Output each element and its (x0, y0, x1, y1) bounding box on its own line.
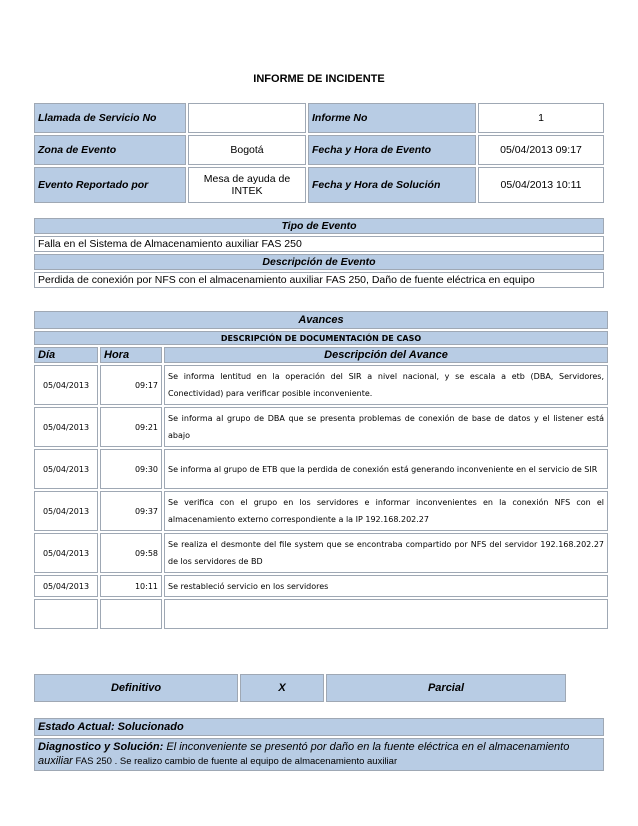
avances-title: Avances (34, 311, 608, 329)
fecha-solucion-value: 05/04/2013 10:11 (478, 167, 604, 203)
diagnostico-italic: El inconveniente se presentó por daño en la fuente eléctrica en el almacenamiento auxiliar (38, 741, 570, 767)
parcial-label: Parcial (326, 674, 566, 702)
page-title: INFORME DE INCIDENTE (253, 73, 385, 85)
avance-descripcion: Se informa lentitud en la operación del SIR a nivel nacional, y se escala a etb (DBA, Servidores, Conectividad) para verificar posible inconveniente. (164, 365, 608, 405)
fecha-evento-label: Fecha y Hora de Evento (308, 135, 476, 165)
avance-dia: 05/04/2013 (34, 491, 98, 531)
avance-row (34, 599, 608, 629)
informe-label: Informe No (308, 103, 476, 133)
llamada-label: Llamada de Servicio No (34, 103, 186, 133)
avance-row (34, 365, 608, 405)
avance-row (34, 491, 608, 531)
descripcion-evento-label: Descripción de Evento (34, 254, 604, 270)
avance-hora: 09:30 (100, 449, 162, 489)
avance-descripcion: Se informa al grupo de ETB que la perdida de conexión está generando inconveniente en el servicio de SIR (164, 449, 608, 489)
estado-table (32, 716, 606, 773)
zona-label: Zona de Evento (34, 135, 186, 165)
avance-dia: 05/04/2013 (34, 407, 98, 447)
avance-descripcion: Se informa al grupo de DBA que se presenta problemas de conexión de base de datos y el listener está abajo (164, 407, 608, 447)
avance-row (34, 407, 608, 447)
fecha-evento-value: 05/04/2013 09:17 (478, 135, 604, 165)
avances-table (32, 309, 610, 631)
header-table (32, 101, 606, 205)
avance-descripcion (164, 599, 608, 629)
avance-dia (34, 599, 98, 629)
avance-hora: 09:17 (100, 365, 162, 405)
avance-hora (100, 599, 162, 629)
reportado-label: Evento Reportado por (34, 167, 186, 203)
col-dia: Día (34, 347, 98, 363)
descripcion-evento-value: Perdida de conexión por NFS con el almacenamiento auxiliar FAS 250, Daño de fuente eléctrica en equipo (34, 272, 604, 288)
avance-hora: 10:11 (100, 575, 162, 597)
fecha-solucion-label: Fecha y Hora de Solución (308, 167, 476, 203)
avance-hora: 09:37 (100, 491, 162, 531)
avance-hora: 09:58 (100, 533, 162, 573)
avance-descripcion: Se verifica con el grupo en los servidores e informar inconvenientes en la conexión NFS con el almacenamiento externo correspondiente a la IP 192.168.202.27 (164, 491, 608, 531)
diagnostico-plain: FAS 250 . Se realizo cambio de fuente al equipo de almacenamiento auxiliar (72, 756, 398, 767)
llamada-value (188, 103, 306, 133)
diagnostico-label: Diagnostico y Solución: (38, 741, 164, 753)
col-hora: Hora (100, 347, 162, 363)
reportado-value: Mesa de ayuda de INTEK (188, 167, 306, 203)
avance-descripcion: Se realiza el desmonte del file system que se encontraba compartido por NFS del servidor 192.168.202.27 de los servidores de BD (164, 533, 608, 573)
tipo-evento-value: Falla en el Sistema de Almacenamiento auxiliar FAS 250 (34, 236, 604, 252)
avance-descripcion: Se restableció servicio en los servidores (164, 575, 608, 597)
diagnostico-solucion (34, 738, 604, 771)
zona-value: Bogotá (188, 135, 306, 165)
avance-dia: 05/04/2013 (34, 575, 98, 597)
avance-row (34, 449, 608, 489)
avance-row (34, 533, 608, 573)
col-descripcion: Descripción del Avance (164, 347, 608, 363)
avances-subtitle: DESCRIPCIÓN DE DOCUMENTACIÓN DE CASO (34, 331, 608, 345)
avance-dia: 05/04/2013 (34, 449, 98, 489)
tipo-evento-label: Tipo de Evento (34, 218, 604, 234)
estado-actual: Estado Actual: Solucionado (34, 718, 604, 736)
cierre-table (32, 672, 568, 704)
avance-row (34, 575, 608, 597)
informe-value: 1 (478, 103, 604, 133)
avance-dia: 05/04/2013 (34, 533, 98, 573)
avance-dia: 05/04/2013 (34, 365, 98, 405)
definitivo-label: Definitivo (34, 674, 238, 702)
tipo-evento-table (32, 216, 606, 290)
avance-hora: 09:21 (100, 407, 162, 447)
definitivo-mark: X (240, 674, 324, 702)
